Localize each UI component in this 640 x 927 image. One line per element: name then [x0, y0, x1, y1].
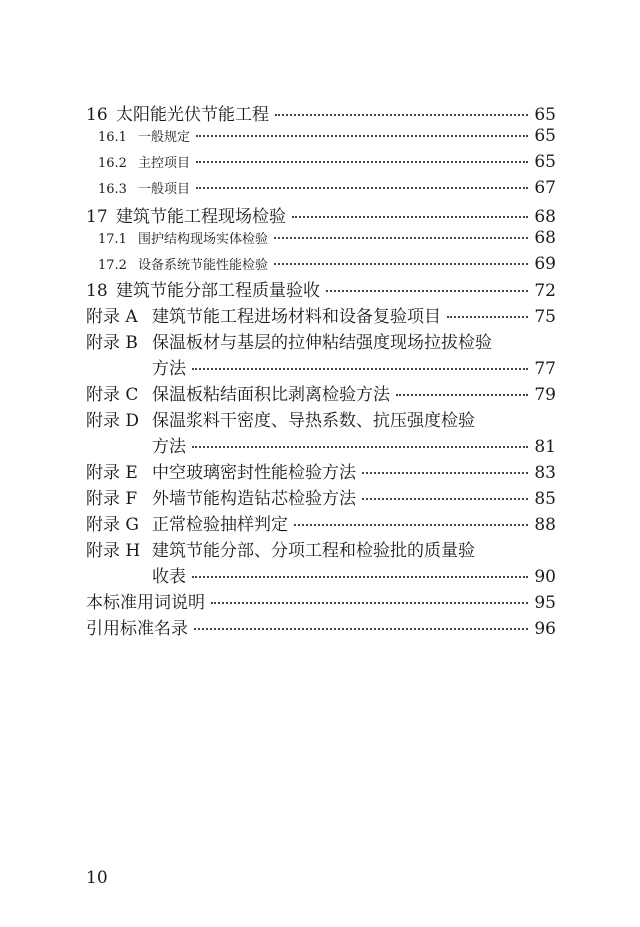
toc-entry-number: 17.2: [98, 258, 127, 273]
toc-entry-title: 围护结构现场实体检验: [138, 232, 269, 247]
dot-leader: [326, 290, 528, 292]
toc-entry[interactable]: [86, 100, 556, 125]
toc-entry-page: 95: [534, 593, 556, 613]
dot-leader: [274, 237, 528, 239]
dot-leader: [294, 524, 528, 526]
toc-entry[interactable]: [86, 614, 556, 639]
toc-entry-number: 附录 H: [86, 541, 141, 561]
dot-leader: [211, 602, 528, 604]
toc-entry-page: 81: [534, 437, 556, 457]
toc-entry-title: 建筑节能工程现场检验: [116, 207, 286, 227]
toc-entry-page: 69: [534, 254, 556, 274]
toc-entry-number: 16.1: [98, 130, 127, 145]
toc-entry-number: 附录 F: [86, 489, 138, 509]
toc-entry-number: 附录 A: [86, 307, 138, 327]
dot-leader: [196, 187, 528, 189]
toc-entry-page: 68: [534, 207, 556, 227]
toc-entry-number: 16.3: [98, 182, 127, 197]
toc-entry-number: 18: [86, 281, 108, 301]
toc-entry-title: 建筑节能分部工程质量验收: [116, 281, 320, 301]
toc-entry-number: 16: [86, 105, 108, 125]
toc-entry-title: 一般规定: [138, 130, 191, 145]
dot-leader: [192, 576, 528, 578]
dot-leader: [362, 472, 528, 474]
dot-leader: [194, 628, 528, 630]
toc-entry-number: 附录 E: [86, 463, 138, 483]
toc-entry-title: 方法: [152, 359, 186, 379]
dot-leader: [396, 394, 528, 396]
toc-entry-page: 65: [534, 126, 556, 146]
toc-entry-title: 一般项目: [138, 182, 191, 197]
toc-entry-title: 建筑节能工程进场材料和设备复验项目: [152, 307, 441, 327]
toc-entry[interactable]: [86, 510, 556, 535]
toc-entry-title: 中空玻璃密封性能检验方法: [152, 463, 356, 483]
dot-leader: [274, 263, 528, 265]
toc-entry-title: 保温板材与基层的拉伸粘结强度现场拉拔检验: [152, 333, 492, 353]
toc-entry-title: 正常检验抽样判定: [152, 515, 288, 535]
toc-entry-page: 96: [534, 619, 556, 639]
toc-entry-number: 17: [86, 207, 108, 227]
toc-entry-page: 65: [534, 152, 556, 172]
toc-entry-title: 本标准用词说明: [86, 593, 205, 613]
toc-entry[interactable]: [86, 484, 556, 509]
toc-entry-continuation[interactable]: [152, 354, 556, 379]
toc-entry-page: 65: [534, 105, 556, 125]
toc-entry-page: 88: [534, 515, 556, 535]
toc-entry-page: 77: [534, 359, 556, 379]
toc-entry-page: 90: [534, 567, 556, 587]
toc-entry-title: 保温板粘结面积比剥离检验方法: [152, 385, 390, 405]
toc-entry-title: 引用标准名录: [86, 619, 188, 639]
toc-entry-title: 保温浆料干密度、导热系数、抗压强度检验: [152, 411, 475, 431]
toc-entry-continuation[interactable]: [152, 562, 556, 587]
toc-entry-number: 16.2: [98, 156, 127, 171]
toc-entry-number: 附录 B: [86, 333, 138, 353]
toc-entry-title: 方法: [152, 437, 186, 457]
toc-entry-number: 17.1: [98, 232, 127, 247]
toc-entry-title: 建筑节能分部、分项工程和检验批的质量验: [152, 541, 475, 561]
dot-leader: [192, 368, 528, 370]
dot-leader: [275, 114, 528, 116]
toc-entry-page: 83: [534, 463, 556, 483]
page-number: 10: [86, 868, 108, 888]
toc-entry[interactable]: [98, 126, 556, 146]
dot-leader: [196, 161, 528, 163]
toc-entry[interactable]: [86, 536, 556, 561]
toc-entry-continuation[interactable]: [152, 432, 556, 457]
dot-leader: [196, 135, 528, 137]
toc-entry-number: 附录 C: [86, 385, 139, 405]
toc-entry[interactable]: [98, 254, 556, 274]
dot-leader: [447, 316, 528, 318]
toc-entry-number: 附录 D: [86, 411, 140, 431]
dot-leader: [362, 498, 528, 500]
toc-entry-page: 67: [534, 178, 556, 198]
toc-entry-title: 收表: [152, 567, 186, 587]
toc-entry-title: 设备系统节能性能检验: [138, 258, 269, 273]
toc-entry[interactable]: [86, 202, 556, 227]
toc-entry-title: 太阳能光伏节能工程: [116, 105, 269, 125]
toc-entry-title: 主控项目: [138, 156, 191, 171]
toc-entry[interactable]: [86, 406, 556, 431]
toc-entry[interactable]: [98, 178, 556, 198]
toc-entry-page: 75: [534, 307, 556, 327]
toc-entry-number: 附录 G: [86, 515, 139, 535]
dot-leader: [292, 216, 528, 218]
toc-entry[interactable]: [86, 380, 556, 405]
toc-entry-title: 外墙节能构造钻芯检验方法: [152, 489, 356, 509]
toc-entry[interactable]: [86, 328, 556, 353]
dot-leader: [192, 446, 528, 448]
toc-entry-page: 85: [534, 489, 556, 509]
toc-entry[interactable]: [86, 276, 556, 301]
toc-entry-page: 79: [534, 385, 556, 405]
toc-entry[interactable]: [86, 588, 556, 613]
toc-entry[interactable]: [86, 458, 556, 483]
toc-entry[interactable]: [86, 302, 556, 327]
toc-entry[interactable]: [98, 228, 556, 248]
toc-entry[interactable]: [98, 152, 556, 172]
toc-entry-page: 72: [534, 281, 556, 301]
toc-entry-page: 68: [534, 228, 556, 248]
